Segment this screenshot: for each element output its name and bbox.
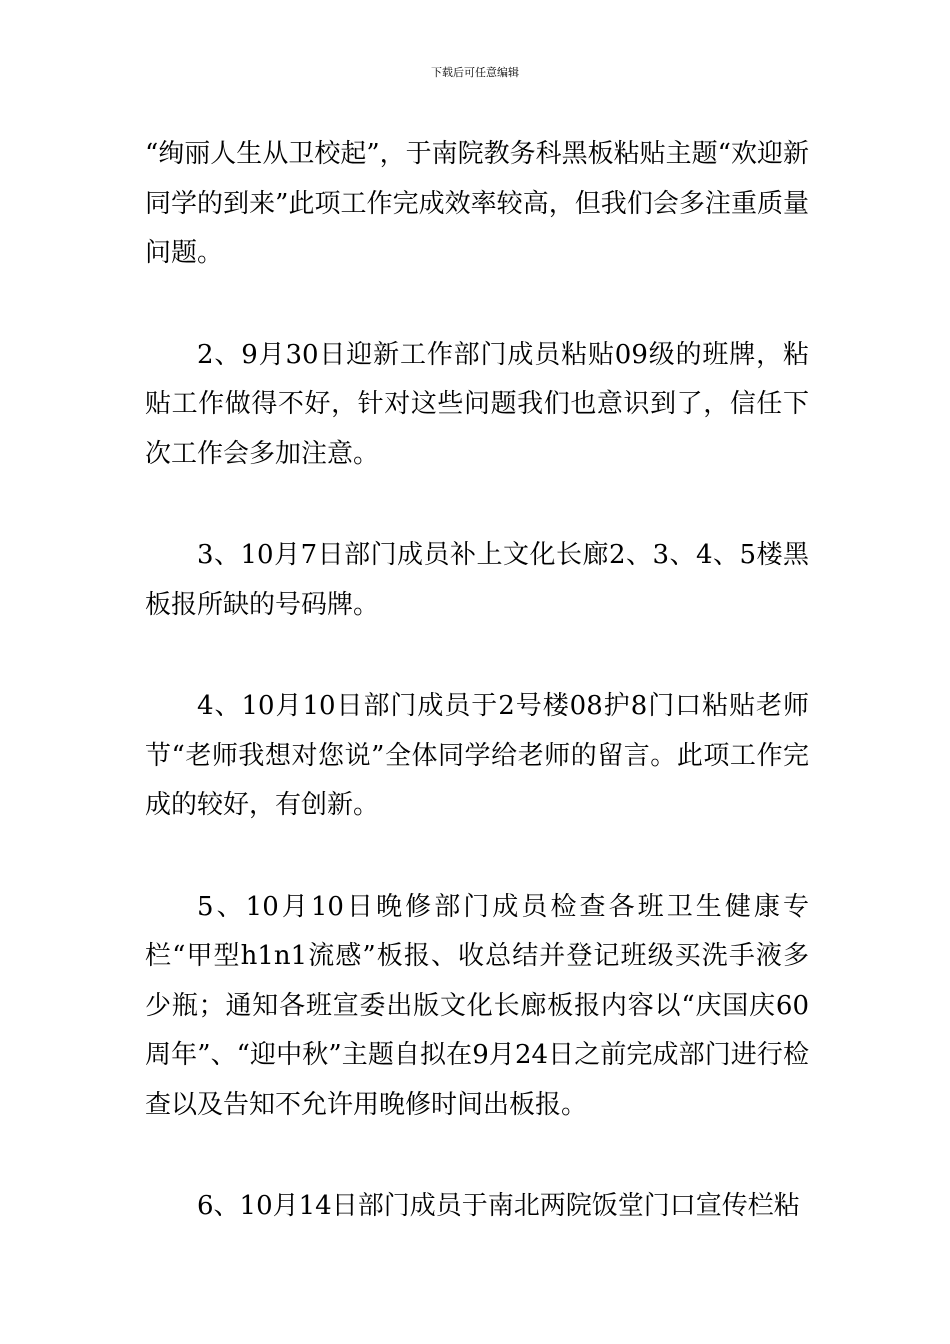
- paragraph-gap: [145, 1130, 809, 1182]
- paragraph-2: 2、9月30日迎新工作部门成员粘贴09级的班牌，粘贴工作做得不好，针对这些问题我们也意识到了，信任下次工作会多加注意。: [145, 339, 809, 469]
- document-body: [145, 130, 809, 1232]
- paragraph-4: 4、10月10日部门成员于2号楼08护8门口粘贴老师节“老师我想对您说”全体同学给老师的留言。此项工作完成的较好，有创新。: [145, 691, 809, 820]
- paragraph-gap: [145, 630, 809, 682]
- paragraph-6: 6、10月14日部门成员于南北两院饭堂门口宣传栏粘: [197, 1191, 800, 1221]
- paragraph-3: 3、10月7日部门成员补上文化长廊2、3、4、5楼黑板报所缺的号码牌。: [145, 540, 809, 620]
- paragraph-gap: [145, 479, 809, 531]
- paragraph-gap: [145, 831, 809, 883]
- page-header: [0, 66, 950, 80]
- paragraph-1: “绚丽人生从卫校起”，于南院教务科黑板粘贴主题“欢迎新同学的到来”此项工作完成效率较高，但我们会多注重质量问题。: [145, 139, 809, 268]
- paragraph-5: 5、10月10日晚修部门成员检查各班卫生健康专栏“甲型h1n1流感”板报、收总结并登记班级买洗手液多少瓶；通知各班宣委出版文化长廊板报内容以“庆国庆60周年”、“迎中秋”主题自拟在9月24日之前完成部门进行检查以及告知不允许用晚修时间出板报。: [145, 891, 809, 1120]
- header-note: 下载后可任意编辑: [431, 66, 519, 79]
- paragraph-gap: [145, 279, 809, 331]
